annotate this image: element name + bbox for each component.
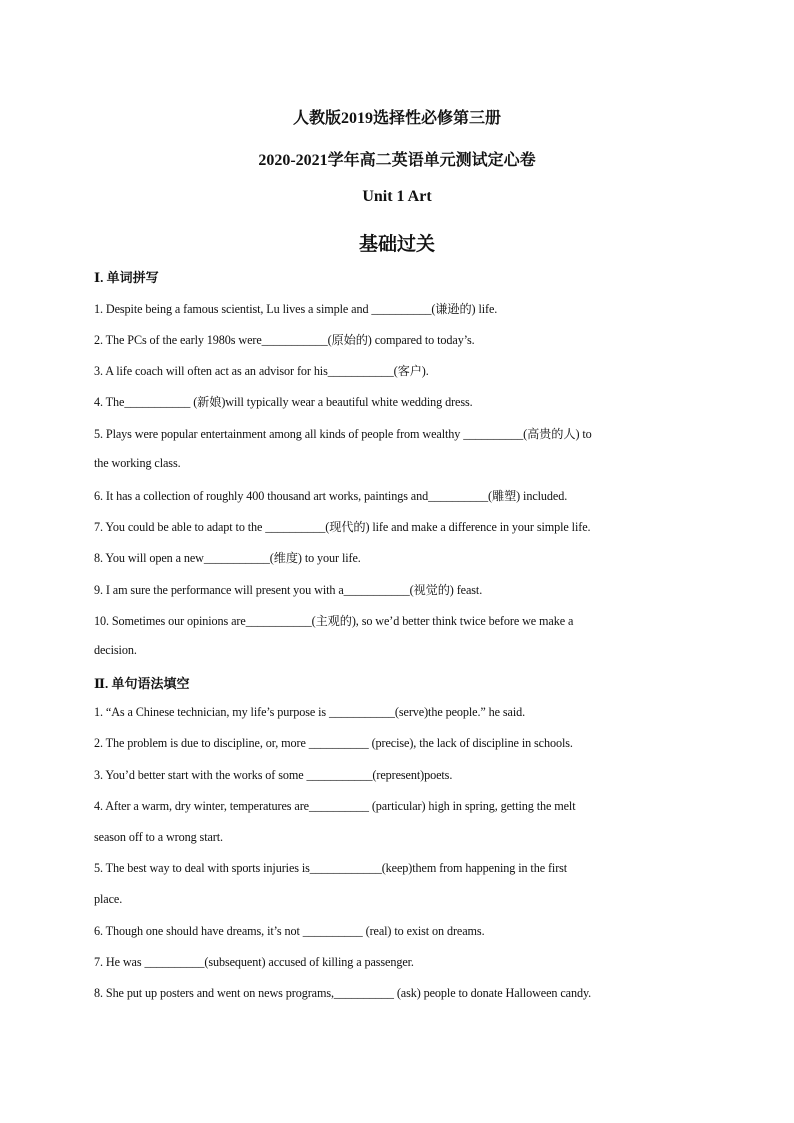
list-item: 9. I am sure the performance will present you with a___________(视觉的) feast.: [94, 583, 483, 597]
list-item: 7. You could be able to adapt to the __________(现代的) life and make a difference in your simple life.: [94, 520, 591, 534]
list-item: 6. Though one should have dreams, it’s not __________ (real) to exist on dreams.: [94, 924, 485, 938]
unit-title: Unit 1 Art: [362, 188, 432, 205]
textbook-title: 人教版2019选择性必修第三册: [292, 110, 501, 127]
exam-title: 2020-2021学年高二英语单元测试定心卷: [258, 152, 536, 169]
list-item: 7. He was __________(subsequent) accused of killing a passenger.: [94, 955, 414, 969]
list-item: 1. Despite being a famous scientist, Lu lives a simple and __________(谦逊的) life.: [94, 302, 498, 316]
list-item: 6. It has a collection of roughly 400 thousand art works, paintings and__________(雕塑) included.: [94, 489, 568, 503]
list-item: 5. The best way to deal with sports injuries is____________(keep)them from happening in the first: [94, 861, 568, 875]
list-item: 3. You’d better start with the works of some ___________(represent)poets.: [94, 768, 453, 782]
list-item-continuation: decision.: [94, 643, 137, 657]
list-item: 4. The___________ (新娘)will typically wear a beautiful white wedding dress.: [94, 395, 473, 409]
list-item: 1. “As a Chinese technician, my life’s purpose is ___________(serve)the people.” he said.: [94, 705, 526, 719]
list-item: 2. The problem is due to discipline, or, more __________ (precise), the lack of discipline in schools.: [94, 736, 573, 750]
list-item: 10. Sometimes our opinions are___________(主观的), so we’d better think twice before we make a: [94, 614, 574, 628]
list-item-continuation: season off to a wrong start.: [94, 830, 223, 844]
list-item: 5. Plays were popular entertainment among all kinds of people from wealthy __________(高贵的人) to: [94, 427, 592, 441]
section-heading-word-spelling: Ⅰ. 单词拼写: [94, 270, 159, 285]
list-item: 3. A life coach will often act as an advisor for his___________(客户).: [94, 364, 429, 378]
list-item: 2. The PCs of the early 1980s were___________(原始的) compared to today’s.: [94, 333, 475, 347]
section-heading-grammar-fill: Ⅱ. 单句语法填空: [94, 676, 190, 691]
list-item: 8. You will open a new___________(维度) to your life.: [94, 551, 361, 565]
list-item: 4. After a warm, dry winter, temperatures are__________ (particular) high in spring, getting the melt: [94, 799, 576, 813]
level-title: 基础过关: [358, 234, 435, 255]
list-item: 8. She put up posters and went on news programs,__________ (ask) people to donate Halloween candy.: [94, 986, 592, 1000]
list-item-continuation: the working class.: [94, 456, 181, 470]
list-item-continuation: place.: [94, 892, 123, 906]
